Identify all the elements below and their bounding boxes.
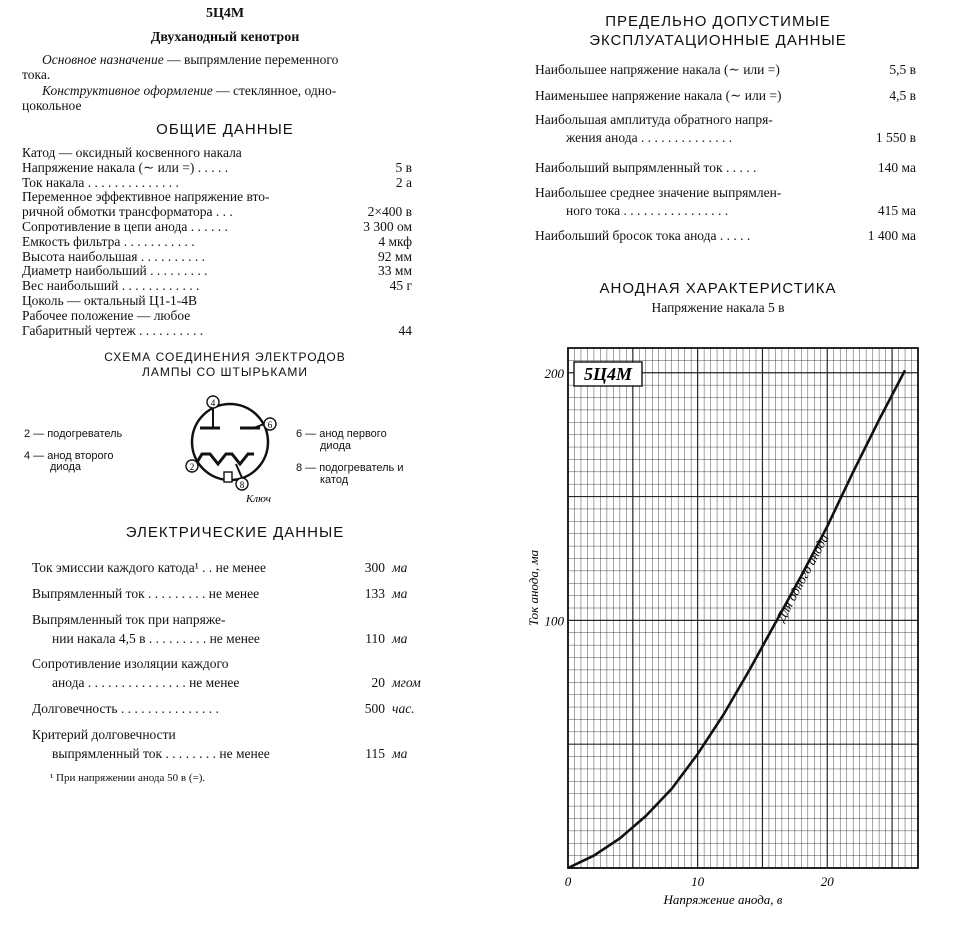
tube-subtitle: Двуханодный кенотрон: [150, 30, 300, 45]
electric-row-unit: ма: [392, 631, 408, 646]
general-row: [22, 160, 412, 176]
electric-heading: ЭЛЕКТРИЧЕСКИЕ ДАННЫЕ: [125, 524, 345, 541]
limits-row-value: 5,5 в: [889, 62, 916, 77]
electric-row-label-2: выпрямленный ток . . . . . . . . не менее: [52, 746, 270, 761]
pin-2-number: 2: [189, 462, 195, 472]
general-row-label: ричной обмотки трансформатора . . .: [22, 204, 233, 220]
electric-row-unit: ма: [392, 746, 408, 761]
electric-row-label: Критерий долговечности: [32, 727, 176, 742]
electric-row-label-2: анода . . . . . . . . . . . . . . . не менее: [52, 675, 240, 690]
schema-heading-1: СХЕМА СОЕДИНЕНИЯ ЭЛЕКТРОДОВ: [104, 350, 346, 364]
electric-row-label-2: нии накала 4,5 в . . . . . . . . . не менее: [52, 631, 260, 646]
electric-row-label: Долговечность . . . . . . . . . . . . . . .: [32, 701, 219, 716]
general-row-label: Габаритный чертеж . . . . . . . . . .: [22, 322, 204, 338]
pin-diagram: [180, 392, 290, 506]
general-row-value: 33 мм: [378, 263, 412, 279]
electric-row-value: 500: [364, 701, 385, 716]
limits-row-value: 1 400 ма: [867, 228, 916, 243]
pin-8-number: 8: [239, 480, 245, 490]
general-row-value: 2×400 в: [367, 204, 412, 220]
limits-heading-2: ЭКСПЛУАТАЦИОННЫЕ ДАННЫЕ: [589, 32, 847, 49]
general-row: [22, 189, 412, 205]
general-row-value: 5 в: [395, 159, 412, 175]
limits-row-value: 415 ма: [877, 203, 916, 218]
electric-row-label: Ток эмиссии каждого катода¹ . . не менее: [32, 560, 266, 575]
pin-8-label: 8 — подогреватель и: [296, 462, 404, 474]
general-row: [22, 293, 412, 309]
general-row-value: 3 300 ом: [363, 219, 412, 234]
limits-row-label: Наибольшая амплитуда обратного напря-: [535, 112, 773, 127]
general-row: [22, 234, 412, 250]
electric-row-value: 110: [365, 631, 385, 646]
electric-row-value: 20: [371, 675, 385, 690]
design-label: Конструктивное оформление: [42, 83, 213, 98]
pin-4-number: 4: [210, 398, 216, 408]
purpose-line: [42, 52, 338, 68]
general-row-label: Переменное эффективное напряжение вто-: [22, 189, 270, 205]
y-axis-label: Ток анода, ма: [526, 549, 541, 627]
limits-row-value: 140 ма: [877, 160, 916, 175]
general-row: [22, 323, 412, 339]
general-row: [22, 145, 412, 161]
electric-row-value: 300: [364, 560, 385, 575]
general-row: [22, 204, 412, 220]
electric-row-label: Сопротивление изоляции каждого: [32, 656, 229, 671]
general-row-value: 44: [398, 322, 412, 338]
chart-svg: [520, 338, 940, 918]
general-row-label: Катод — оксидный косвенного накала: [22, 145, 242, 160]
electric-row-unit: ма: [392, 560, 408, 575]
design-text: — стеклянное, одно-: [212, 83, 337, 98]
general-row-label: Высота наибольшая . . . . . . . . . .: [22, 248, 205, 264]
x-tick-label: 10: [691, 874, 705, 889]
general-row-value: 92 мм: [378, 248, 412, 264]
pin-4-label: 4 — анод второго: [24, 450, 114, 462]
schema-heading-2: ЛАМПЫ СО ШТЫРЬКАМИ: [142, 365, 308, 379]
limits-heading-1: ПРЕДЕЛЬНО ДОПУСТИМЫЕ: [605, 13, 831, 30]
x-axis-label: Напряжение анода, в: [663, 892, 783, 907]
heater-cathode: [196, 454, 254, 464]
footnote: ¹ При напряжении анода 50 в (=).: [50, 772, 206, 784]
curve-label: Для одного анода: [773, 531, 832, 624]
general-row: [22, 278, 412, 294]
general-row-label: Вес наибольший . . . . . . . . . . . .: [22, 278, 200, 294]
chart-subheading: Напряжение накала 5 в: [651, 300, 785, 315]
pin-8-label-2: катод: [320, 474, 349, 486]
y-tick-label: 200: [544, 365, 564, 381]
general-row: [22, 308, 412, 324]
tube-title: 5Ц4М: [205, 6, 245, 21]
purpose-line-2: тока.: [22, 67, 51, 82]
general-row: [22, 263, 412, 279]
general-row: [22, 249, 412, 265]
general-row-label: Емкость фильтра . . . . . . . . . . .: [22, 233, 195, 249]
purpose-text: — выпрямление переменного: [163, 52, 339, 67]
electric-row-value: 115: [365, 746, 385, 761]
general-row-value: 2 а: [395, 174, 412, 190]
pin-4-label-2: диода: [50, 461, 81, 473]
pin-6-label-2: диода: [320, 440, 351, 452]
pin-6-number: 6: [267, 420, 273, 430]
general-row: [22, 175, 412, 191]
design-line-2: цокольное: [22, 98, 82, 113]
limits-row-label: Наибольший бросок тока анода . . . . .: [535, 228, 751, 243]
anode-characteristic-chart: [520, 338, 940, 923]
pin-2-label: 2 — подогреватель: [24, 428, 123, 440]
tube-base-outline: [189, 404, 268, 480]
electric-row-unit: час.: [392, 701, 415, 716]
general-row-label: Ток накала . . . . . . . . . . . . . .: [22, 174, 179, 190]
key-label: Ключ: [246, 493, 271, 505]
general-row-label: Цоколь — октальный Ц1-1-4В: [22, 293, 197, 308]
electric-row-value: 133: [364, 586, 385, 601]
limits-row-label-2: ного тока . . . . . . . . . . . . . . . .: [566, 203, 729, 218]
general-row-value: 4 мкф: [378, 233, 412, 249]
x-tick-label: 0: [564, 874, 572, 889]
general-row-label: Рабочее положение — любое: [22, 307, 191, 323]
limits-row-value: 1 550 в: [875, 130, 916, 145]
pin-6-label: 6 — анод первого: [296, 428, 387, 440]
general-row-value: 45 г: [389, 278, 412, 294]
chart-badge: 5Ц4М: [583, 364, 633, 384]
key-notch: [224, 472, 232, 482]
electric-row-unit: ма: [392, 586, 408, 601]
y-tick-label: 100: [544, 613, 564, 629]
electric-row-label: Выпрямленный ток при напряже-: [32, 612, 226, 627]
general-row-label: Диаметр наибольший . . . . . . . . .: [22, 263, 208, 279]
general-heading: ОБЩИЕ ДАННЫЕ: [156, 121, 294, 138]
general-row-label: Сопротивление в цепи анода . . . . . .: [22, 219, 228, 234]
lead-pin-8: [236, 464, 242, 478]
design-line: [42, 83, 336, 99]
limits-row-label: Наименьшее напряжение накала (∼ или =): [535, 88, 782, 103]
general-row: [22, 219, 412, 235]
general-row-label: Напряжение накала (∼ или =) . . . . .: [22, 159, 229, 175]
limits-row-label: Наибольшее напряжение накала (∼ или =): [535, 62, 780, 77]
electric-row-label: Выпрямленный ток . . . . . . . . . не менее: [32, 586, 260, 601]
limits-row-label: Наибольший выпрямленный ток . . . . .: [535, 160, 757, 175]
electric-row-unit: мгом: [392, 675, 421, 690]
x-tick-label: 20: [820, 874, 834, 889]
limits-row-label: Наибольшее среднее значение выпрямлен-: [535, 185, 782, 200]
limits-row-value: 4,5 в: [889, 88, 916, 103]
chart-heading: АНОДНАЯ ХАРАКТЕРИСТИКА: [599, 280, 837, 297]
limits-row-label-2: жения анода . . . . . . . . . . . . . .: [566, 130, 733, 145]
purpose-label: Основное назначение: [42, 52, 164, 67]
